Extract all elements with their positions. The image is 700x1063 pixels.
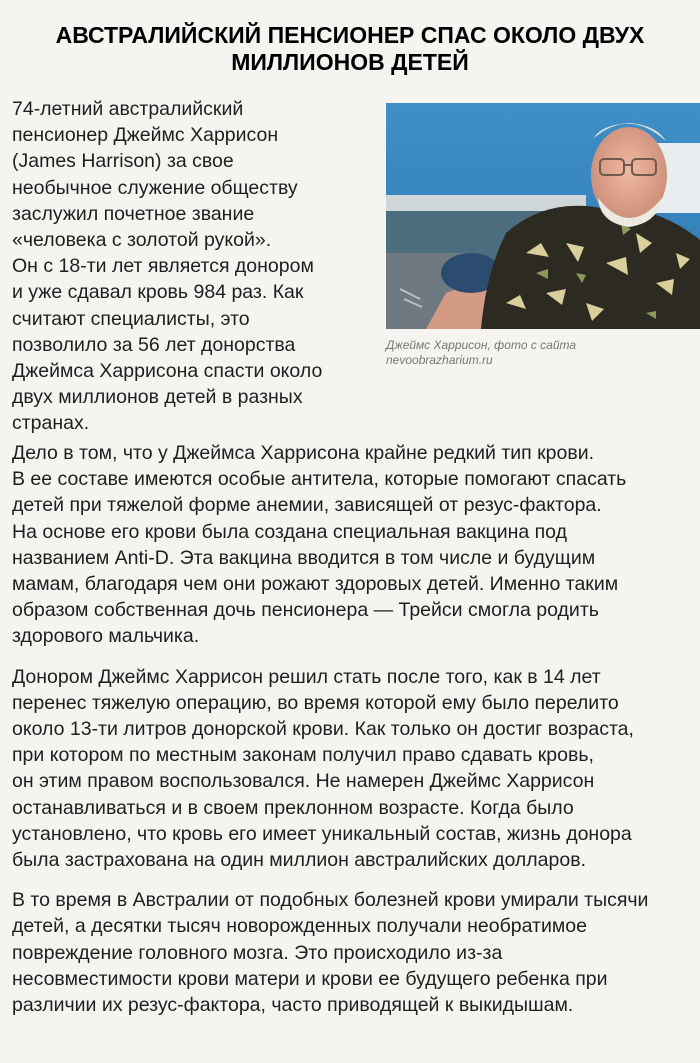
paragraph-line: здорового мальчика. [12,625,200,648]
paragraph-line: установлено, что кровь его имеет уникальный состав, жизнь донора [12,822,632,845]
paragraph-line: Дело в том, что у Джеймса Харрисона крайне редкий тип крови. [12,442,595,464]
paragraph-3 [12,887,700,1018]
paragraph-line: детей, а десятки тысяч новорожденных получали необратимое [12,915,587,938]
photo-figure [386,103,700,368]
article-body [12,96,700,1032]
caption-line-1: Джеймс Харрисон, фото с сайта [386,338,577,352]
paragraph-line: несовместимости крови матери и крови ее будущего ребенка при [12,967,608,990]
title-line-1: АВСТРАЛИЙСКИЙ ПЕНСИОНЕР СПАС ОКОЛО ДВУХ [55,22,645,48]
paragraph-2 [12,664,700,874]
paragraph-line: мамам, благодаря чем они рожают здоровых детей. Именно таким [12,573,619,596]
title-line-2: МИЛЛИОНОВ ДЕТЕЙ [231,49,469,75]
photo-caption [386,329,700,368]
lead-line: двух миллионов детей в разных [12,386,303,409]
lead-line: 74-летний австралийский [12,98,244,120]
lead-section [12,96,700,440]
paragraph-line: детей при тяжелой форме анемии, зависящей от резус-фактора. [12,494,602,517]
paragraph-line: В то время в Австралии от подобных болезней крови умирали тысячи [12,889,649,912]
paragraph-line: останавливаться и в своем преклонном возрасте. Когда было [12,796,574,819]
lead-paragraph [12,96,372,437]
lead-line: считают специалисты, это [12,307,250,330]
paragraph-line: при котором по местным законам получил право сдавать кровь, [12,744,594,767]
paragraph-line: В ее составе имеются особые антитела, которые помогают спасать [12,468,627,491]
caption-line-2: nevoobrazharium.ru [386,353,493,367]
paragraph-line: около 13-ти литров донорской крови. Как только он достиг возраста, [12,718,634,741]
paragraph-line: перенес тяжелую операцию, во время которой ему было перелито [12,691,619,714]
photo-james-harrison [386,103,700,329]
paragraph-1 [12,440,700,650]
paragraph-line: образом собственная дочь пенсионера — Трейси смогла родить [12,599,599,622]
lead-line: Он с 18-ти лет является донором [12,255,314,278]
paragraph-line: он этим правом воспользовался. Не намерен Джеймс Харрисон [12,770,595,793]
paragraph-line: повреждение головного мозга. Это происходило из-за [12,941,503,964]
paragraph-line: названием Anti-D. Эта вакцина вводится в том числе и будущим [12,546,596,569]
lead-line: заслужил почетное звание [12,202,255,225]
lead-line: необычное служение обществу [12,176,298,199]
paragraph-line: была застрахована на один миллион австралийских долларов. [12,849,586,872]
lead-line: «человека с золотой рукой». [12,229,272,252]
lead-line: пенсионер Джеймс Харрисон [12,124,279,147]
paragraph-line: На основе его крови была создана специальная вакцина под [12,520,567,543]
lead-line: позволило за 56 лет донорства [12,333,296,356]
lead-line: странах. [12,412,90,435]
lead-line: (James Harrison) за свое [12,150,234,173]
article-title [0,0,700,76]
paragraph-line: Донором Джеймс Харрисон решил стать после того, как в 14 лет [12,665,601,688]
lead-line: Джеймса Харрисона спасти около [12,360,323,383]
lead-line: и уже сдавал кровь 984 раз. Как [12,281,304,304]
paragraph-line: различии их резус-фактора, часто приводящей к выкидышам. [12,994,574,1017]
